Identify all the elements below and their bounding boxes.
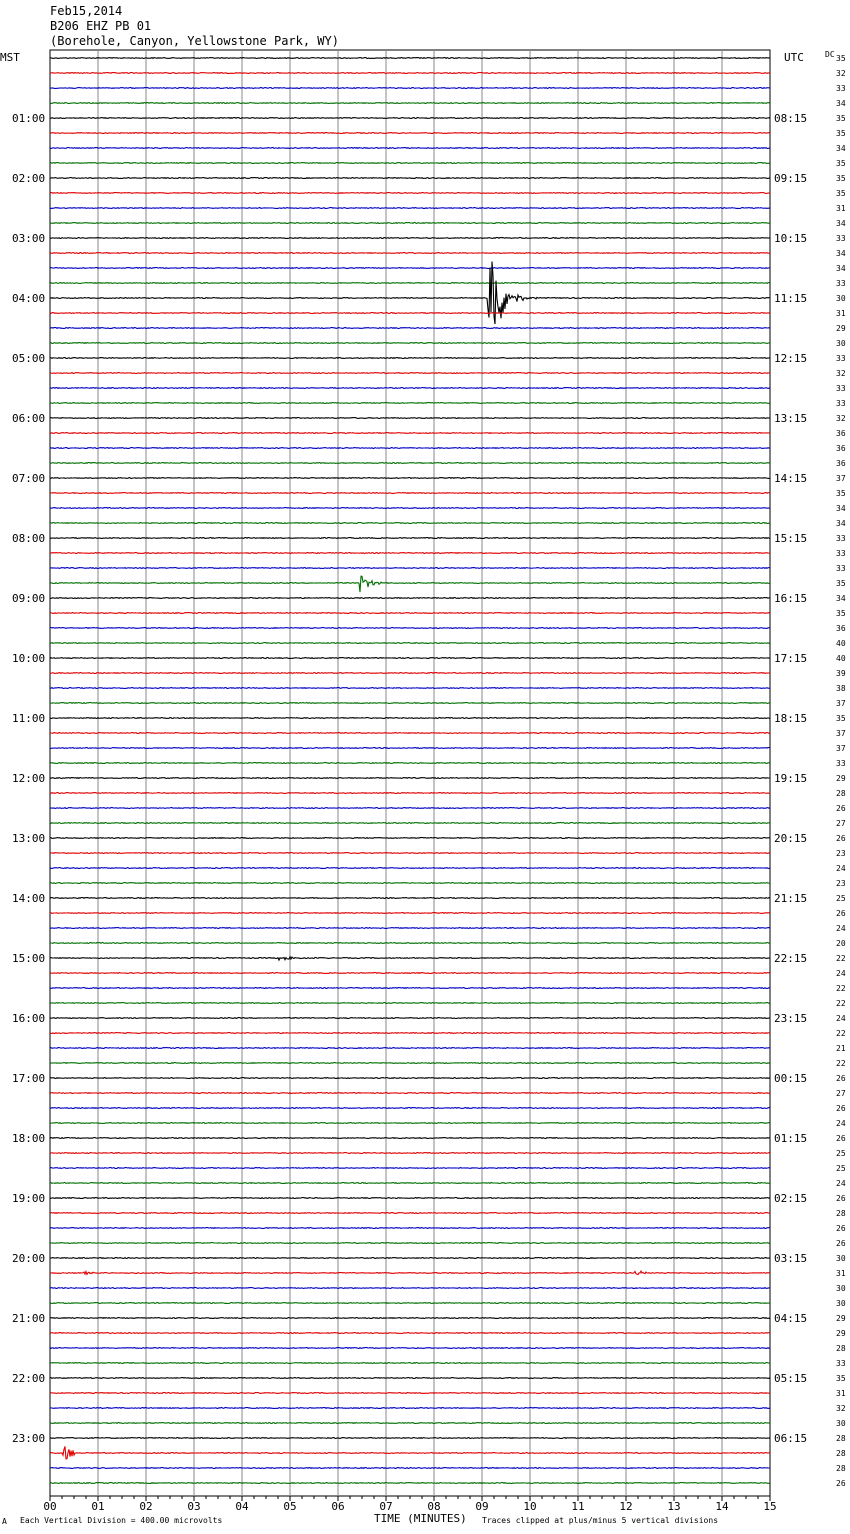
trace-row	[50, 823, 770, 824]
mst-hour-label: 13:00	[12, 832, 46, 845]
dc-offset-label: 35	[836, 1374, 846, 1383]
utc-hour-label: 20:15	[774, 832, 808, 845]
mst-hour-label: 20:00	[12, 1252, 46, 1265]
dc-offset-label: 39	[836, 669, 846, 678]
trace-row	[50, 118, 770, 119]
dc-offset-label: 34	[836, 99, 846, 108]
trace-row	[50, 763, 770, 764]
trace-row	[50, 538, 770, 539]
trace-row	[50, 598, 770, 599]
dc-offset-label: 34	[836, 219, 846, 228]
dc-offset-label: 34	[836, 519, 846, 528]
trace-row	[50, 553, 770, 554]
mst-hour-label: 03:00	[12, 232, 46, 245]
dc-offset-label: 27	[836, 1089, 846, 1098]
mst-hour-label: 22:00	[12, 1372, 46, 1385]
mst-hour-label: 06:00	[12, 412, 46, 425]
dc-offset-label: 33	[836, 399, 846, 408]
mst-hour-label: 19:00	[12, 1192, 46, 1205]
utc-hour-label: 06:15	[774, 1432, 808, 1445]
utc-hour-label: 15:15	[774, 532, 808, 545]
dc-offset-label: 30	[836, 1254, 846, 1263]
dc-offset-label: 33	[836, 759, 846, 768]
trace-row	[50, 1333, 770, 1334]
dc-offset-label: 25	[836, 1164, 846, 1173]
dc-offset-label: 29	[836, 774, 846, 783]
dc-offset-label: 26	[836, 1074, 846, 1083]
trace-row	[50, 1168, 770, 1169]
mst-hour-label: 02:00	[12, 172, 46, 185]
trace-row	[50, 1393, 770, 1394]
trace-row	[50, 448, 770, 449]
dc-offset-label: 33	[836, 1359, 846, 1368]
x-tick-label: 07	[379, 1500, 393, 1513]
trace-row	[50, 643, 770, 644]
utc-hour-label: 19:15	[774, 772, 808, 785]
trace-row	[50, 793, 770, 794]
dc-offset-label: 30	[836, 1419, 846, 1428]
trace-row	[50, 238, 770, 239]
trace-row	[50, 1078, 770, 1079]
dc-offset-label: 34	[836, 249, 846, 258]
dc-offset-label: 24	[836, 924, 846, 933]
trace-row	[50, 718, 770, 719]
dc-offset-label: 34	[836, 144, 846, 153]
utc-hour-label: 10:15	[774, 232, 808, 245]
dc-offset-label: 28	[836, 1449, 846, 1458]
dc-offset-label: 24	[836, 1179, 846, 1188]
dc-offset-label: 32	[836, 1404, 846, 1413]
trace-row	[50, 1213, 770, 1214]
dc-offset-label: 31	[836, 309, 846, 318]
scale-note: Each Vertical Division = 400.00 microvolts	[20, 1516, 223, 1525]
trace-row	[50, 1228, 770, 1229]
x-tick-label: 05	[283, 1500, 297, 1513]
trace-row	[50, 1153, 770, 1154]
trace-row	[50, 1288, 770, 1289]
trace-row	[50, 988, 770, 989]
dc-offset-label: 30	[836, 339, 846, 348]
trace-row	[50, 1183, 770, 1184]
mst-hour-label: 21:00	[12, 1312, 46, 1325]
trace-row	[50, 808, 770, 809]
trace-row	[50, 148, 770, 149]
dc-offset-label: 35	[836, 579, 846, 588]
utc-hour-label: 12:15	[774, 352, 808, 365]
utc-hour-label: 22:15	[774, 952, 808, 965]
x-tick-label: 04	[235, 1500, 249, 1513]
dc-offset-label: 22	[836, 1029, 846, 1038]
mst-hour-label: 04:00	[12, 292, 46, 305]
trace-row	[50, 478, 770, 479]
dc-offset-label: 23	[836, 849, 846, 858]
dc-offset-label: 26	[836, 804, 846, 813]
dc-offset-label: 37	[836, 699, 846, 708]
dc-offset-label: 33	[836, 549, 846, 558]
utc-hour-label: 23:15	[774, 1012, 808, 1025]
utc-hour-label: 13:15	[774, 412, 808, 425]
x-tick-label: 02	[139, 1500, 153, 1513]
mst-hour-label: 09:00	[12, 592, 46, 605]
trace-row	[50, 1423, 770, 1424]
station-location: (Borehole, Canyon, Yellowstone Park, WY)	[50, 34, 339, 48]
mst-hour-label: 14:00	[12, 892, 46, 905]
station-code: B206 EHZ PB 01	[50, 19, 152, 33]
dc-offset-label: 20	[836, 939, 846, 948]
trace-row	[50, 1258, 770, 1259]
dc-offset-label: 22	[836, 1059, 846, 1068]
labels	[0, 50, 846, 1526]
trace-row	[50, 1033, 770, 1034]
trace-row	[50, 268, 770, 269]
dc-offset-label: 30	[836, 1284, 846, 1293]
dc-offset-label: 35	[836, 129, 846, 138]
dc-offset-label: 33	[836, 279, 846, 288]
dc-offset-label: 35	[836, 159, 846, 168]
trace-row	[50, 957, 770, 960]
trace-row	[50, 1318, 770, 1319]
dc-offset-label: 28	[836, 1344, 846, 1353]
x-tick-label: 12	[619, 1500, 633, 1513]
corner-mark: A	[2, 1517, 7, 1526]
trace-row	[50, 1271, 770, 1275]
mst-hour-label: 12:00	[12, 772, 46, 785]
trace-row	[50, 493, 770, 494]
trace-row	[50, 523, 770, 524]
trace-row	[50, 1123, 770, 1124]
trace-row	[50, 1018, 770, 1019]
trace-row	[50, 193, 770, 194]
trace-row	[50, 463, 770, 464]
dc-offset-label: 22	[836, 954, 846, 963]
trace-row	[50, 1408, 770, 1409]
dc-offset-label: 23	[836, 879, 846, 888]
dc-offset-label: 33	[836, 564, 846, 573]
trace-row	[50, 178, 770, 179]
trace-row	[50, 613, 770, 614]
trace-row	[50, 1198, 770, 1199]
trace-row	[50, 208, 770, 209]
trace-row	[50, 943, 770, 944]
x-tick-label: 10	[523, 1500, 537, 1513]
mst-hour-label: 15:00	[12, 952, 46, 965]
trace-row	[50, 328, 770, 329]
trace-row	[50, 1446, 770, 1459]
trace-row	[50, 838, 770, 839]
trace-row	[50, 576, 770, 592]
dc-offset-label: 33	[836, 234, 846, 243]
dc-offset-label: 30	[836, 294, 846, 303]
dc-offset-label: 31	[836, 1389, 846, 1398]
trace-row	[50, 673, 770, 674]
trace-row	[50, 1303, 770, 1304]
trace-row	[50, 1063, 770, 1064]
trace-row	[50, 403, 770, 404]
dc-offset-label: 35	[836, 489, 846, 498]
mst-hour-label: 16:00	[12, 1012, 46, 1025]
left-axis-label: MST	[0, 51, 20, 64]
x-tick-label: 01	[91, 1500, 105, 1513]
dc-offset-label: 40	[836, 654, 846, 663]
dc-offset-label: 33	[836, 384, 846, 393]
dc-offset-label: 24	[836, 1014, 846, 1023]
dc-offset-label: 37	[836, 474, 846, 483]
utc-hour-label: 01:15	[774, 1132, 808, 1145]
utc-hour-label: 09:15	[774, 172, 808, 185]
dc-offset-label: 37	[836, 729, 846, 738]
traces	[50, 58, 770, 1484]
trace-row	[50, 1378, 770, 1379]
utc-hour-label: 16:15	[774, 592, 808, 605]
trace-row	[50, 433, 770, 434]
right-axis-label: UTC	[784, 51, 804, 64]
dc-offset-label: 35	[836, 174, 846, 183]
dc-offset-label: 35	[836, 114, 846, 123]
trace-row	[50, 283, 770, 284]
utc-hour-label: 08:15	[774, 112, 808, 125]
x-tick-label: 13	[667, 1500, 681, 1513]
dc-offset-label: 35	[836, 189, 846, 198]
dc-offset-label: 24	[836, 1119, 846, 1128]
utc-hour-label: 17:15	[774, 652, 808, 665]
trace-row	[50, 868, 770, 869]
dc-offset-label: 34	[836, 594, 846, 603]
dc-offset-label: 33	[836, 534, 846, 543]
dc-offset-label: 35	[836, 714, 846, 723]
dc-offset-label: 25	[836, 1149, 846, 1158]
dc-offset-label: 36	[836, 624, 846, 633]
trace-row	[50, 898, 770, 899]
trace-row	[50, 778, 770, 779]
trace-row	[50, 928, 770, 929]
trace-row	[50, 853, 770, 854]
dc-offset-label: 26	[836, 1194, 846, 1203]
dc-offset-label: 29	[836, 1314, 846, 1323]
dc-offset-label: 32	[836, 369, 846, 378]
x-axis-label: TIME (MINUTES)	[374, 1512, 467, 1525]
dc-offset-label: 36	[836, 429, 846, 438]
dc-offset-label: 21	[836, 1044, 846, 1053]
trace-row	[50, 748, 770, 749]
chart-date: Feb15,2014	[50, 4, 123, 18]
trace-row	[50, 58, 770, 59]
trace-row	[50, 1468, 770, 1469]
dc-offset-label: 27	[836, 819, 846, 828]
dc-offset-label: 26	[836, 834, 846, 843]
trace-row	[50, 688, 770, 689]
trace-row	[50, 1243, 770, 1244]
dc-offset-label: 26	[836, 909, 846, 918]
trace-row	[50, 73, 770, 74]
dc-offset-label: 38	[836, 684, 846, 693]
trace-row	[50, 973, 770, 974]
x-tick-label: 03	[187, 1500, 201, 1513]
dc-offset-label: 28	[836, 1209, 846, 1218]
mst-hour-label: 18:00	[12, 1132, 46, 1145]
dc-offset-label: 36	[836, 444, 846, 453]
trace-row	[50, 703, 770, 704]
dc-offset-label: 36	[836, 459, 846, 468]
dc-offset-label: 29	[836, 324, 846, 333]
clip-note: Traces clipped at plus/minus 5 vertical divisions	[482, 1516, 719, 1525]
trace-row	[50, 88, 770, 89]
utc-hour-label: 21:15	[774, 892, 808, 905]
trace-row	[50, 733, 770, 734]
dc-offset-label: 40	[836, 639, 846, 648]
trace-row	[50, 358, 770, 359]
trace-row	[50, 388, 770, 389]
mst-hour-label: 08:00	[12, 532, 46, 545]
dc-offset-label: 32	[836, 69, 846, 78]
x-tick-label: 09	[475, 1500, 489, 1513]
dc-offset-label: 34	[836, 264, 846, 273]
trace-row	[50, 103, 770, 104]
mst-hour-label: 10:00	[12, 652, 46, 665]
utc-hour-label: 02:15	[774, 1192, 808, 1205]
trace-row	[50, 418, 770, 419]
mst-hour-label: 01:00	[12, 112, 46, 125]
trace-row	[50, 1348, 770, 1349]
trace-row	[50, 253, 770, 254]
x-tick-label: 14	[715, 1500, 729, 1513]
dc-offset-label: 28	[836, 1434, 846, 1443]
utc-hour-label: 05:15	[774, 1372, 808, 1385]
trace-row	[50, 568, 770, 569]
utc-hour-label: 14:15	[774, 472, 808, 485]
mst-hour-label: 11:00	[12, 712, 46, 725]
utc-hour-label: 18:15	[774, 712, 808, 725]
dc-offset-label: 29	[836, 1329, 846, 1338]
trace-row	[50, 1438, 770, 1439]
trace-row	[50, 1093, 770, 1094]
trace-row	[50, 628, 770, 629]
dc-offset-label: 31	[836, 204, 846, 213]
x-tick-label: 06	[331, 1500, 345, 1513]
dc-offset-label: 26	[836, 1479, 846, 1488]
dc-offset-label: 28	[836, 1464, 846, 1473]
trace-row	[50, 658, 770, 659]
utc-hour-label: 00:15	[774, 1072, 808, 1085]
utc-hour-label: 11:15	[774, 292, 808, 305]
x-tick-label: 08	[427, 1500, 441, 1513]
trace-row	[50, 1363, 770, 1364]
trace-row	[50, 1483, 770, 1484]
trace-row	[50, 163, 770, 164]
trace-row	[50, 1138, 770, 1139]
dc-offset-label: 26	[836, 1104, 846, 1113]
trace-row	[50, 343, 770, 344]
dc-offset-label: 22	[836, 984, 846, 993]
dc-label: DC	[825, 50, 835, 59]
trace-row	[50, 1108, 770, 1109]
trace-row	[50, 883, 770, 884]
x-tick-label: 11	[571, 1500, 585, 1513]
dc-offset-label: 24	[836, 969, 846, 978]
trace-row	[50, 1003, 770, 1004]
dc-offset-label: 35	[836, 54, 846, 63]
x-tick-label: 15	[763, 1500, 777, 1513]
dc-offset-label: 28	[836, 789, 846, 798]
dc-offset-label: 37	[836, 744, 846, 753]
dc-offset-label: 26	[836, 1239, 846, 1248]
x-tick-label: 00	[43, 1500, 57, 1513]
dc-offset-label: 34	[836, 504, 846, 513]
mst-hour-label: 07:00	[12, 472, 46, 485]
dc-offset-label: 35	[836, 609, 846, 618]
dc-offset-label: 31	[836, 1269, 846, 1278]
utc-hour-label: 04:15	[774, 1312, 808, 1325]
trace-row	[50, 223, 770, 224]
dc-offset-label: 22	[836, 999, 846, 1008]
dc-offset-label: 26	[836, 1134, 846, 1143]
trace-row	[50, 262, 770, 325]
trace-row	[50, 133, 770, 134]
trace-row	[50, 1048, 770, 1049]
dc-offset-label: 30	[836, 1299, 846, 1308]
dc-offset-label: 32	[836, 414, 846, 423]
dc-offset-label: 33	[836, 84, 846, 93]
dc-offset-label: 33	[836, 354, 846, 363]
trace-row	[50, 373, 770, 374]
dc-offset-label: 25	[836, 894, 846, 903]
trace-row	[50, 508, 770, 509]
dc-offset-label: 26	[836, 1224, 846, 1233]
mst-hour-label: 05:00	[12, 352, 46, 365]
trace-row	[50, 313, 770, 314]
plot-frame	[50, 50, 770, 1496]
mst-hour-label: 17:00	[12, 1072, 46, 1085]
utc-hour-label: 03:15	[774, 1252, 808, 1265]
dc-offset-label: 24	[836, 864, 846, 873]
mst-hour-label: 23:00	[12, 1432, 46, 1445]
trace-row	[50, 913, 770, 914]
